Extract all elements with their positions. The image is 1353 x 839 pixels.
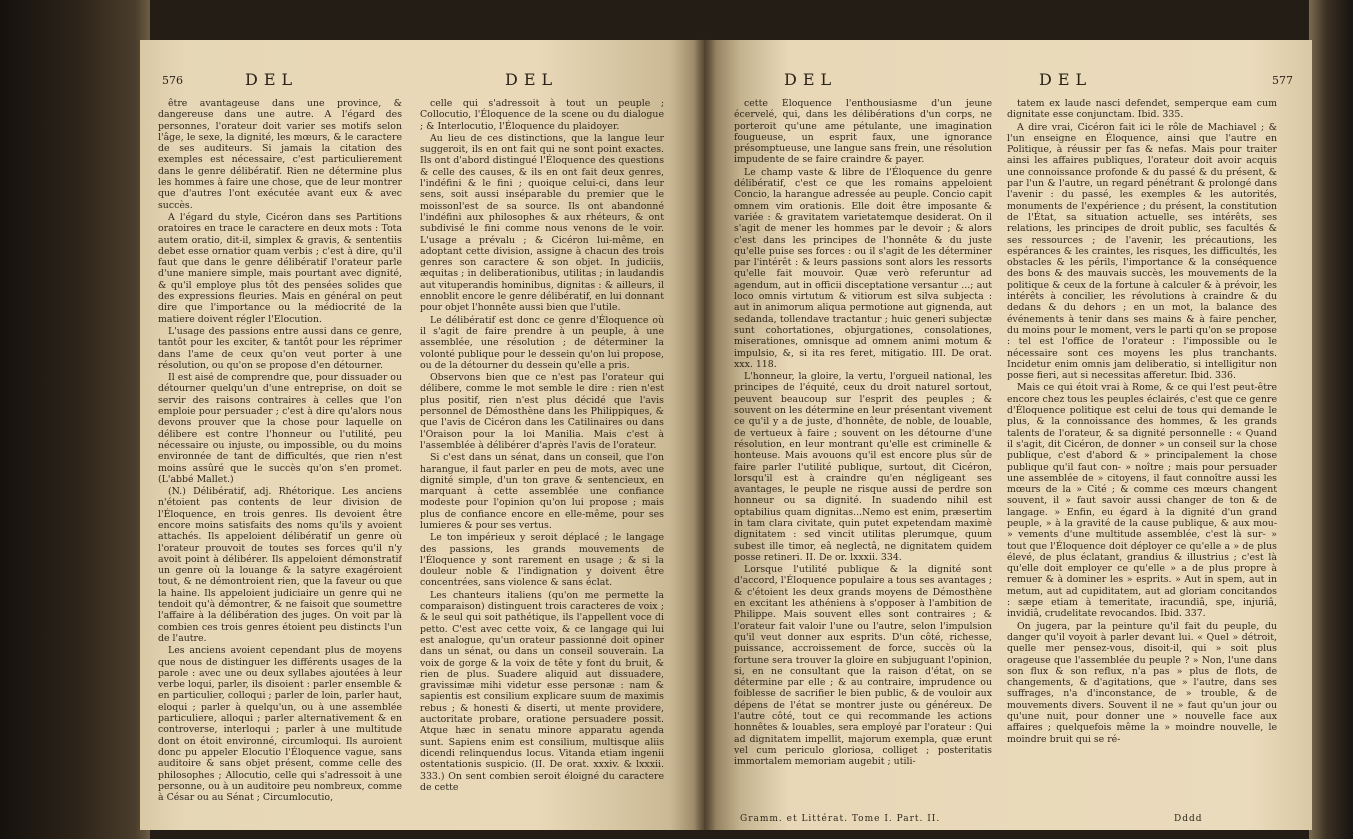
right-header-right: DEL: [1039, 70, 1093, 89]
left-column-1: [158, 98, 402, 804]
left-header-left: DEL: [245, 70, 299, 89]
paragraph: Lorsque l'utilité publique & la dignité sont d'accord, l'Éloquence populaire a tous ses avantages ; & c'étoient les deux grands moyens de Démosthène en excitant les athéniens à s'opposer à l'ambition de Philippe. Mais souvent elles sont contraires ; & l'orateur fait valoir l'une ou l'autre, selon l'impulsion qu'il veut donner aux esprits. D'un côté, richesse, puissance, accroissement de force, succès où la fortune sera trouver la gloire en subjuguant l'opinion, si, en ne consultant que la raison d'état, on se détermine par elle ; & au contraire, imprudence ou foiblesse de sacrifier le bien public, & de vouloir aux dépens de l'état se montrer juste ou généreux. De l'autre côté, tout ce qui recommande les actions honnêtes & louables, sera employé par l'orateur : Qui ad dignitatem impellit, majorum exempla, quæ erunt vel cum periculo gloriosa, colliget ; posteritatis immortalem memoriam augebit ; utili-: [734, 564, 992, 768]
paragraph: L'usage des passions entre aussi dans ce genre, tantôt pour les exciter, & tantôt pour les réprimer dans l'ame de ceux qu'on veut porter à une résolution, ou qu'on se propose d'en détourner.: [158, 325, 402, 371]
paragraph: cette Éloquence l'enthousiasme d'un jeune écervelé, qui, dans les délibérations d'un corps, ne porteroit qu'une ame pétulante, une imagination fougueuse, un esprit faux, une ignorance présomptueuse, une langue sans frein, une résolution impudente de se faire craindre & payer.: [734, 98, 992, 166]
paragraph: Le délibératif est donc ce genre d'Éloquence où il s'agit de faire prendre à un peuple, à une assemblée, une résolution ; de déterminer la volonté publique pour le dessein qu'on lui propose, ou de la détourner du dessein qu'elle a pris.: [420, 314, 664, 371]
right-page-number: 577: [1272, 74, 1293, 87]
paragraph: (N.) Délibératif, adj. Rhétorique. Les anciens n'étoient pas contents de leur division de l'Éloquence, en trois genres. Ils devoient être encore moins satisfaits des noms qu'ils y avoient attachés. Ils appeloient délibératif un genre où l'orateur prouvoit de toutes ses forces qu'il n'y avoit point à délibérer. Ils appeloient démonstratif un genre où la louange & la satyre exagéroient tout, & ne démontroient rien, que la faveur ou que la haine. Ils appeloient judiciaire un genre qui ne tendoit qu'à démontrer, & ne faisoit que soumettre l'affaire à la délibération des juges. On voit par là combien ces trois genres étoient peu distincts l'un de l'autre.: [158, 486, 402, 644]
paragraph: Le champ vaste & libre de l'Éloquence du genre délibératif, c'est ce que les romains appeloient Concio, la harangue adressée au peuple. Concio capit omnem vim orationis. Elle doit être imposante & variée : & gravitatem varietatemque desiderat. On il s'agit de mener les hommes par le devoir ; & alors c'est dans les principes de l'honnête & du juste qu'elle puise ses forces : ou il s'agit de les déterminer par l'intérêt : & leurs passions sont alors les ressorts qu'elle fait mouvoir. Quæ verò referuntur ad agendum, aut in officii disceptatione versantur ...; aut loco omnis virtutum & vitiorum est silva subjecta : aut in animorum aliqua permotione aut gignenda, aut sedanda, tollendave tractantur ; huic generi subjectæ sunt cohortationes, objurgationes, consolationes, miserationes, omnisque ad omnem animi motum & impulsio, &, si ita res feret, mitigatio. III. De orat. xxx. 118.: [734, 166, 992, 370]
left-header-right: DEL: [505, 70, 559, 89]
paragraph: Il est aisé de comprendre que, pour dissuader ou détourner quelqu'un d'une entreprise, on doit se servir des raisons contraires à celles que l'on emploie pour persuader ; c'est à dire qu'alors nous devons prouver que la chose pour laquelle on délibere est contre l'honneur ou l'utilité, peu nécessaire ou injuste, ou impossible, ou du moins environnée de tant de difficultés, que rien n'est moins assûré que le succès qu'on s'en promet. (L'abbé Mallet.): [158, 372, 402, 485]
paragraph: A l'égard du style, Cicéron dans ses Partitions oratoires en trace le caractere en deux mots : Tota autem oratio, dit-il, simplex & gravis, & sententiis debet esse ornatior quam verbis ; c'est à dire, qu'il faut que dans le genre délibératif l'orateur parle d'une maniere simple, mais pourtant avec dignité, & qu'il employe plus tôt des pensées solides que des expressions fleuries. Mais en général on peut dire que l'importance ou la médiocrité de la matiere doivent régler l'Elocution.: [158, 211, 402, 325]
paragraph: L'honneur, la gloire, la vertu, l'orgueil national, les principes de l'équité, ceux du droit naturel sortout, peuvent beaucoup sur l'esprit des peuples ; & souvent on les détermine en leur présentant vivement ce qu'il y a de juste, d'honnête, de noble, de louable, de vertueux à faire ; souvent on les détourne d'une résolution, en leur montrant qu'elle est criminelle & honteuse. Mais avouons qu'il est encore plus sûr de faire parler l'utilité publique, surtout, dit Cicéron, lorsqu'il est à craindre qu'en négligeant ses avantages, le peuple ne risque aussi de perdre son honneur ou sa dignité. In suadendo nihil est optabilius quam dignitas...Nemo est enim, præsertim in tam clara civitate, quin putet expetendam maximè dignitatem : sed vincit utilitas plerumque, quum subest ille timor, eâ neglectâ, ne dignitatem quidem posse retineri. II. De or. lxxxii. 334.: [734, 371, 992, 563]
book-gutter: [694, 30, 716, 830]
paragraph: Au lieu de ces distinctions, que la langue leur suggeroit, ils en ont fait qui ne sont point exactes. Ils ont d'abord distingué l'Éloquence des questions & celle des causes, & ils en ont fait deux genres, l'indéfini & le fini ; quoique celui-ci, dans leur sens, soit aussi inséparable du premier que le moissonl'est de sa source. Ils ont abandonné l'indéfini aux philosophes & aux rhéteurs, & ont subdivisé le fini comme nous venons de le voir. L'usage a prévalu ; & Cicéron lui-même, en adoptant cette division, assigne à chacun des trois genres son caractere & son objet. In judiciis, æquitas ; in deliberationibus, utilitas ; in laudandis aut vituperandis hominibus, dignitas : & ailleurs, il ennoblit encore le genre délibératif, en lui donnant pour objet l'honnête aussi bien que l'utile.: [420, 132, 664, 314]
right-page-footer: Gramm. et Littérat. Tome I. Part. II.: [740, 814, 941, 824]
paragraph: Les chanteurs italiens (qu'on me permette la comparaison) distinguent trois caracteres de voix ; & le seul qui soit pathétique, ils l'appellent voce di petto. C'est avec cette voix, & ce langage qui lui est analogue, qu'un orateur passionné doit opiner dans un sénat, ou dans un conseil souverain. La voix de gorge & la voix de tête y font du bruit, & rien de plus. Suadere aliquid aut dissuadere, gravissimæ mihi videtur esse personæ : nam & sapientis est consilium explicare suum de maximis rebus ; & honesti & diserti, ut mente providere, auctoritate probare, oratione persuadere possit. Atque hæc in senatu minore apparatu agenda sunt. Sapiens enim est consilium, multisque aliis dicendi relinquendus locus. Vitanda etiam ingenii ostentationis suspicio. (II. De orat. xxxiv. & lxxxii. 333.) On sent combien seroit éloigné du caractere de cette: [420, 589, 664, 793]
right-header-left: DEL: [784, 70, 838, 89]
paragraph: Les anciens avoient cependant plus de moyens que nous de distinguer les différents usages de la parole : avec une ou deux syllabes ajoutées à leur verbe loqui, parler, ils disoient : parler ensemble & en particulier, colloqui ; parler de loin, parler haut, eloqui ; parler à quelqu'un, ou à une assemblée particuliere, alloqui ; parler alternativement & en controverse, interloqui ; parler à une multitude dont on étoit environné, circumloqui. Ils auroient donc pu appeler Elocutio l'Éloquence vague, sans auditoire & sans objet présent, comme celle des philosophes ; Allocutio, celle qui s'adressoit à une personne, ou à un auditoire peu nombreux, comme à César ou au Sénat ; Circumlocutio,: [158, 645, 402, 804]
book-right-edge: [1309, 0, 1353, 839]
left-page: [140, 40, 704, 830]
paragraph: tatem ex laude nasci defendet, semperque eam cum dignitate esse conjunctam. Ibid. 335.: [1007, 98, 1277, 121]
right-column-2: [1007, 98, 1277, 746]
signature-mark: Dddd: [1174, 814, 1203, 824]
paragraph: A dire vrai, Cicéron fait ici le rôle de Machiavel ; & l'un enseigne en Éloquence, ainsi que l'autre en Politique, à réussir per fas & nefas. Mais pour traiter ainsi les affaires publiques, l'orateur doit avoir acquis une connoissance profonde & du passé & du présent, & par l'un & l'autre, un regard pénétrant & prolongé dans l'avenir : du passé, les exemples & les autorités, monuments de l'expérience ; du présent, la constitution de l'État, sa situation actuelle, ses intérêts, ses relations, les principes de droit public, ses facultés & ses ressources ; de l'avenir, les précautions, les espérances & les craintes, les risques, les difficultés, les obstacles & les périls, l'importance & la conséquence des bons & des mauvais succès, les mouvements de la politique & ceux de la fortune à calculer & à prévoir, les intérêts à concilier, les révolutions à craindre & du dedans & du dehors ; en un mot, la balance des événements à tenir dans ses mains & à faire pencher, du moins pour le moment, vers le parti qu'on se propose : tel est l'office de l'orateur : l'impossible ou le nécessaire sont ces moyens les plus tranchants. Incidetur enim omnis jam deliberatio, si intelligitur non posse fieri, aut si necessitas afferetur. Ibid. 336.: [1007, 121, 1277, 382]
paragraph: Le ton impérieux y seroit déplacé ; le langage des passions, les grands mouvements de l'Éloquence y sont rarement en usage ; & si la douleur noble & l'indignation y doivent être concentrées, sans violence & sans éclat.: [420, 532, 664, 589]
paragraph: être avantageuse dans une province, & dangereuse dans une autre. A l'égard des personnes, l'orateur doit varier ses motifs selon l'âge, le sexe, la dignité, les mœurs, & le caractere de ses auditeurs. Si jamais la citation des exemples est nécessaire, c'est particulierement dans le genre délibératif. Rien ne détermine plus les hommes à faire une chose, que de leur montrer que d'autres l'ont exécutée avant eux & avec succès.: [158, 98, 402, 211]
left-column-2: [420, 98, 664, 794]
paragraph: Observons bien que ce n'est pas l'orateur qui délibere, comme le mot semble le dire : rien n'est plus positif, rien n'est plus décidé que l'avis personnel de Démosthène dans les Philippiques, & que l'avis de Cicéron dans les Catilinaires ou dans l'Oraison pour la loi Manilia. Mais c'est à l'assemblée à délibérer d'après l'avis de l'orateur.: [420, 372, 664, 451]
paragraph: On jugera, par la peinture qu'il fait du peuple, du danger qu'il voyoit à parler devant lui. « Quel » détroit, quelle mer pensez-vous, disoit-il, qui » soit plus orageuse que l'assemblée du peuple ? » Non, l'une dans son flux & son reflux, n'a pas » plus de flots, de changements, & d'agitations, que » l'autre, dans ses suffrages, n'a d'inconstance, de » trouble, & de mouvements divers. Souvent il ne » faut qu'un jour ou qu'une nuit, pour donner une » nouvelle face aux affaires ; quelquefois même la » moindre nouvelle, le moindre bruit qui se ré-: [1007, 620, 1277, 745]
paragraph: Mais ce qui étoit vrai à Rome, & ce qui l'est peut-être encore chez tous les peuples éclairés, c'est que ce genre d'Éloquence politique est celui de tous qui demande le plus, & la connoissance des hommes, & les grands talents de l'orateur, & sa dignité personnelle : « Quand il s'agit, dit Cicéron, de donner » un conseil sur la chose publique, c'est d'abord & » principalement la chose publique qu'il faut con- » noître ; mais pour persuader une assemblée de » citoyens, il faut connoître aussi les mœurs de la » Cité ; & comme ces mœurs changent souvent, il » faut savoir aussi changer de ton & de langage. » Enfin, eu égard à la dignité d'un grand peuple, » à la gravité de la cause publique, & aux mou- » vements d'une multitude assemblée, c'est là sur- » tout que l'Éloquence doit déployer ce qu'elle a » de plus élevé, de plus éclatant, grandius & illustrius ; c'est là qu'elle doit employer ce qu'elle » a de plus propre à remuer & à dominer les » esprits. » Aut in spem, aut in metum, aut ad cupiditatem, aut ad gloriam concitandos : sæpe etiam à temeritate, iracundiâ, spe, injuriâ, invidiâ, crudelitate revocandos. Ibid. 337.: [1007, 382, 1277, 620]
paragraph: celle qui s'adressoit à tout un peuple ; Collocutio, l'Éloquence de la scene ou du dialogue ; & Interlocutio, l'Éloquence du plaidoyer.: [420, 98, 664, 132]
paragraph: Si c'est dans un sénat, dans un conseil, que l'on harangue, il faut parler en peu de mots, avec une dignité simple, d'un ton grave & sentencieux, en marquant à cette assemblée une confiance modeste pour l'opinion qu'on lui propose ; mais plus de confiance encore en elle-même, pour ses lumieres & pour ses vertus.: [420, 452, 664, 531]
right-column-1: [734, 98, 992, 769]
right-page: [704, 40, 1312, 830]
left-page-number: 576: [162, 74, 183, 87]
book-left-edge: [0, 0, 150, 839]
